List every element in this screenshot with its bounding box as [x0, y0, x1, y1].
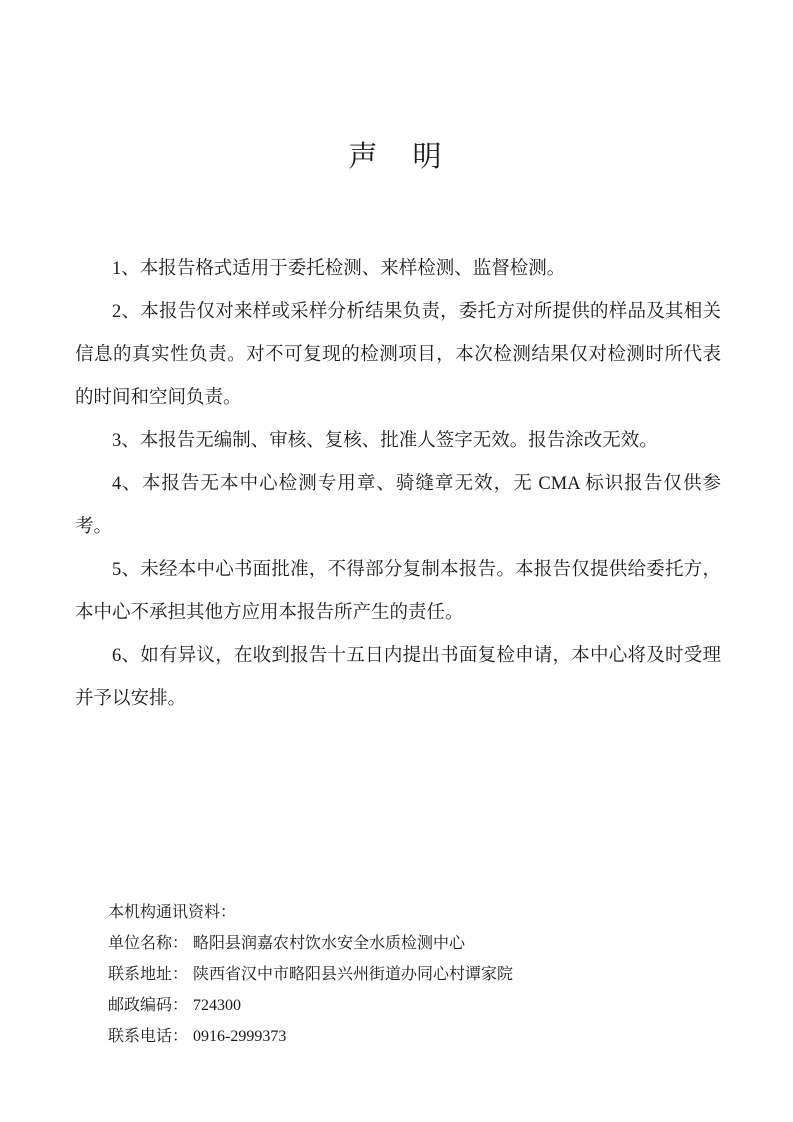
- contact-line-postal-code: [108, 990, 668, 1021]
- contact-info: [108, 897, 668, 1052]
- declaration-item-5: 5、未经本中心书面批准，不得部分复制本报告。本报告仅提供给委托方，本中心不承担其他方应用本报告所产生的责任。: [75, 560, 721, 623]
- phone-value: 0916-2999373: [193, 1028, 287, 1045]
- declaration-item-3: 3、本报告无编制、审核、复核、批准人签字无效。报告涂改无效。: [112, 431, 658, 451]
- contact-line-unit-name: [108, 928, 668, 959]
- declaration-item-4: 4、本报告无本中心检测专用章、骑缝章无效，无 CMA 标识报告仅供参考。: [75, 474, 721, 537]
- contact-line-phone: [108, 1021, 668, 1052]
- address-label: 联系地址：: [108, 966, 189, 983]
- unit-name-value: 略阳县润嘉农村饮水安全水质检测中心: [193, 935, 466, 952]
- page-title: 声 明: [348, 141, 445, 173]
- postal-code-label: 邮政编码：: [108, 997, 189, 1014]
- declaration-list: [75, 248, 721, 721]
- declaration-item-1: 1、本报告格式适用于委托检测、来样检测、监督检测。: [112, 259, 566, 279]
- declaration-item-2: 2、本报告仅对来样或采样分析结果负责，委托方对所提供的样品及其相关信息的真实性负责。对不可复现的检测项目，本次检测结果仅对检测时所代表的时间和空间负责。: [75, 302, 721, 408]
- phone-label: 联系电话：: [108, 1028, 189, 1045]
- address-value: 陕西省汉中市略阳县兴州街道办同心村谭家院: [193, 966, 514, 983]
- contact-line-address: [108, 959, 668, 990]
- contact-info-heading: 本机构通讯资料：: [108, 904, 237, 921]
- declaration-item-6: 6、如有异议，在收到报告十五日内提出书面复检申请，本中心将及时受理并予以安排。: [75, 646, 721, 709]
- unit-name-label: 单位名称：: [108, 935, 189, 952]
- postal-code-value: 724300: [193, 997, 242, 1014]
